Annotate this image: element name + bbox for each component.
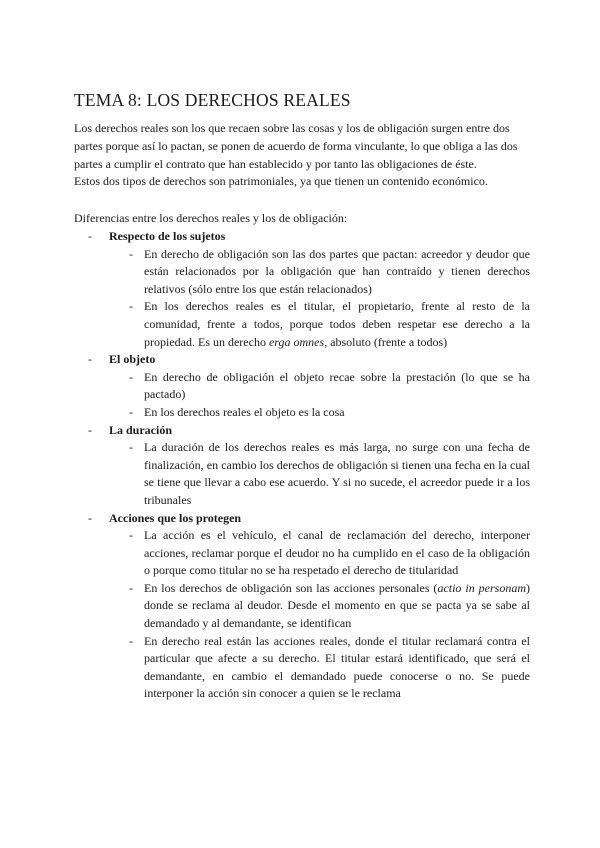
list-item-text: La acción es el vehículo, el canal de reclamación del derecho, interponer acciones, reclamar porque el deudor no ha cumplido en el caso de la obligación o porque como titular no se ha respetado el derecho de titularidad (144, 528, 530, 578)
list-item-text: ) donde se reclama al deudor. Desde el momento en que se pacta ya se sabe al demandado y al demandante, se identifican (144, 580, 530, 631)
dash-bullet: - (129, 246, 133, 261)
dash-bullet: - (88, 422, 92, 437)
dash-bullet: - (129, 299, 133, 314)
section-heading (88, 510, 530, 528)
dash-bullet: - (129, 404, 133, 419)
list-item (88, 439, 530, 509)
section-heading-text: El objeto (109, 352, 156, 367)
section-heading-text: Respecto de los sujetos (109, 229, 226, 243)
list-item (88, 580, 530, 633)
page-title: TEMA 8: LOS DERECHOS REALES (74, 90, 351, 110)
intro-text (74, 120, 528, 191)
bullet-list (88, 369, 530, 422)
list-item-text: En derecho de obligación el objeto recae sobre la prestación (lo que se ha pactado) (144, 369, 530, 402)
section-heading (88, 422, 530, 440)
list-item (88, 246, 530, 299)
dash-bullet: - (88, 352, 92, 367)
list-item-text: En derecho real están las acciones reales, donde el titular reclamará contra el particular que afecte a su derecho. El titular estará identificado, que será el demandante, en cambio el demandado puede conocerse o no. Se puede interponer la acción sin conocer a quien se le reclama (144, 633, 530, 701)
section (88, 422, 530, 510)
list-item (88, 298, 530, 351)
section-heading (88, 228, 530, 246)
dash-bullet: - (129, 369, 133, 384)
dash-bullet: - (88, 510, 92, 525)
bullet-list (88, 246, 530, 352)
bullet-list (88, 527, 530, 703)
section-heading-text: La duración (109, 422, 173, 437)
differences-intro: Diferencias entre los derechos reales y los de obligación: (74, 211, 348, 225)
section (88, 228, 530, 351)
list-item-text: En derecho de obligación son las dos partes que pactan: acreedor y deudor que están relacionados por la obligación que han contraído y tienen derechos relativos (sólo entre los que están relacionados) (144, 246, 530, 296)
dash-bullet: - (129, 528, 133, 543)
differences-list (88, 228, 530, 703)
section-heading-text: Acciones que los protegen (109, 510, 242, 525)
bullet-list (88, 439, 530, 509)
dash-bullet: - (129, 580, 133, 595)
list-item-text: , absoluto (frente a todos) (324, 334, 448, 349)
section (88, 351, 530, 421)
italic-term: erga omnes (268, 334, 325, 349)
dash-bullet: - (129, 633, 133, 648)
intro-paragraph-1: Los derechos reales son los que recaen sobre las cosas y los de obligación surgen entre dos partes porque así lo pactan, se ponen de acuerdo de forma vinculante, lo que obliga a las dos partes a cumplir el contrato que han establecido y por tanto las obligaciones de éste. (74, 121, 518, 171)
dash-bullet: - (129, 440, 133, 455)
list-item (88, 527, 530, 580)
dash-bullet: - (88, 229, 92, 243)
intro-paragraph-2: Estos dos tipos de derechos son patrimoniales, ya que tienen un contenido económico. (74, 174, 488, 189)
list-item-text: En los derechos reales es el titular, el propietario, frente al resto de la comunidad, frente a todos, porque todos deben respetar ese derecho a la propiedad. Es un derecho (144, 299, 530, 349)
list-item-text: En los derechos de obligación son las acciones personales ( (144, 580, 438, 595)
list-item (88, 369, 530, 404)
list-item (88, 404, 530, 422)
section-heading (88, 351, 530, 369)
list-item-text: La duración de los derechos reales es más larga, no surge con una fecha de finalización, en cambio los derechos de obligación si tienen una fecha en la cual se tiene que llevar a cabo ese acuerdo. Y si no sucede, el acreedor puede ir a los tribunales (144, 440, 530, 507)
list-item (88, 633, 530, 703)
section (88, 510, 530, 704)
italic-term: actio in personam (437, 580, 526, 595)
list-item-text: En los derechos reales el objeto es la cosa (144, 404, 345, 419)
